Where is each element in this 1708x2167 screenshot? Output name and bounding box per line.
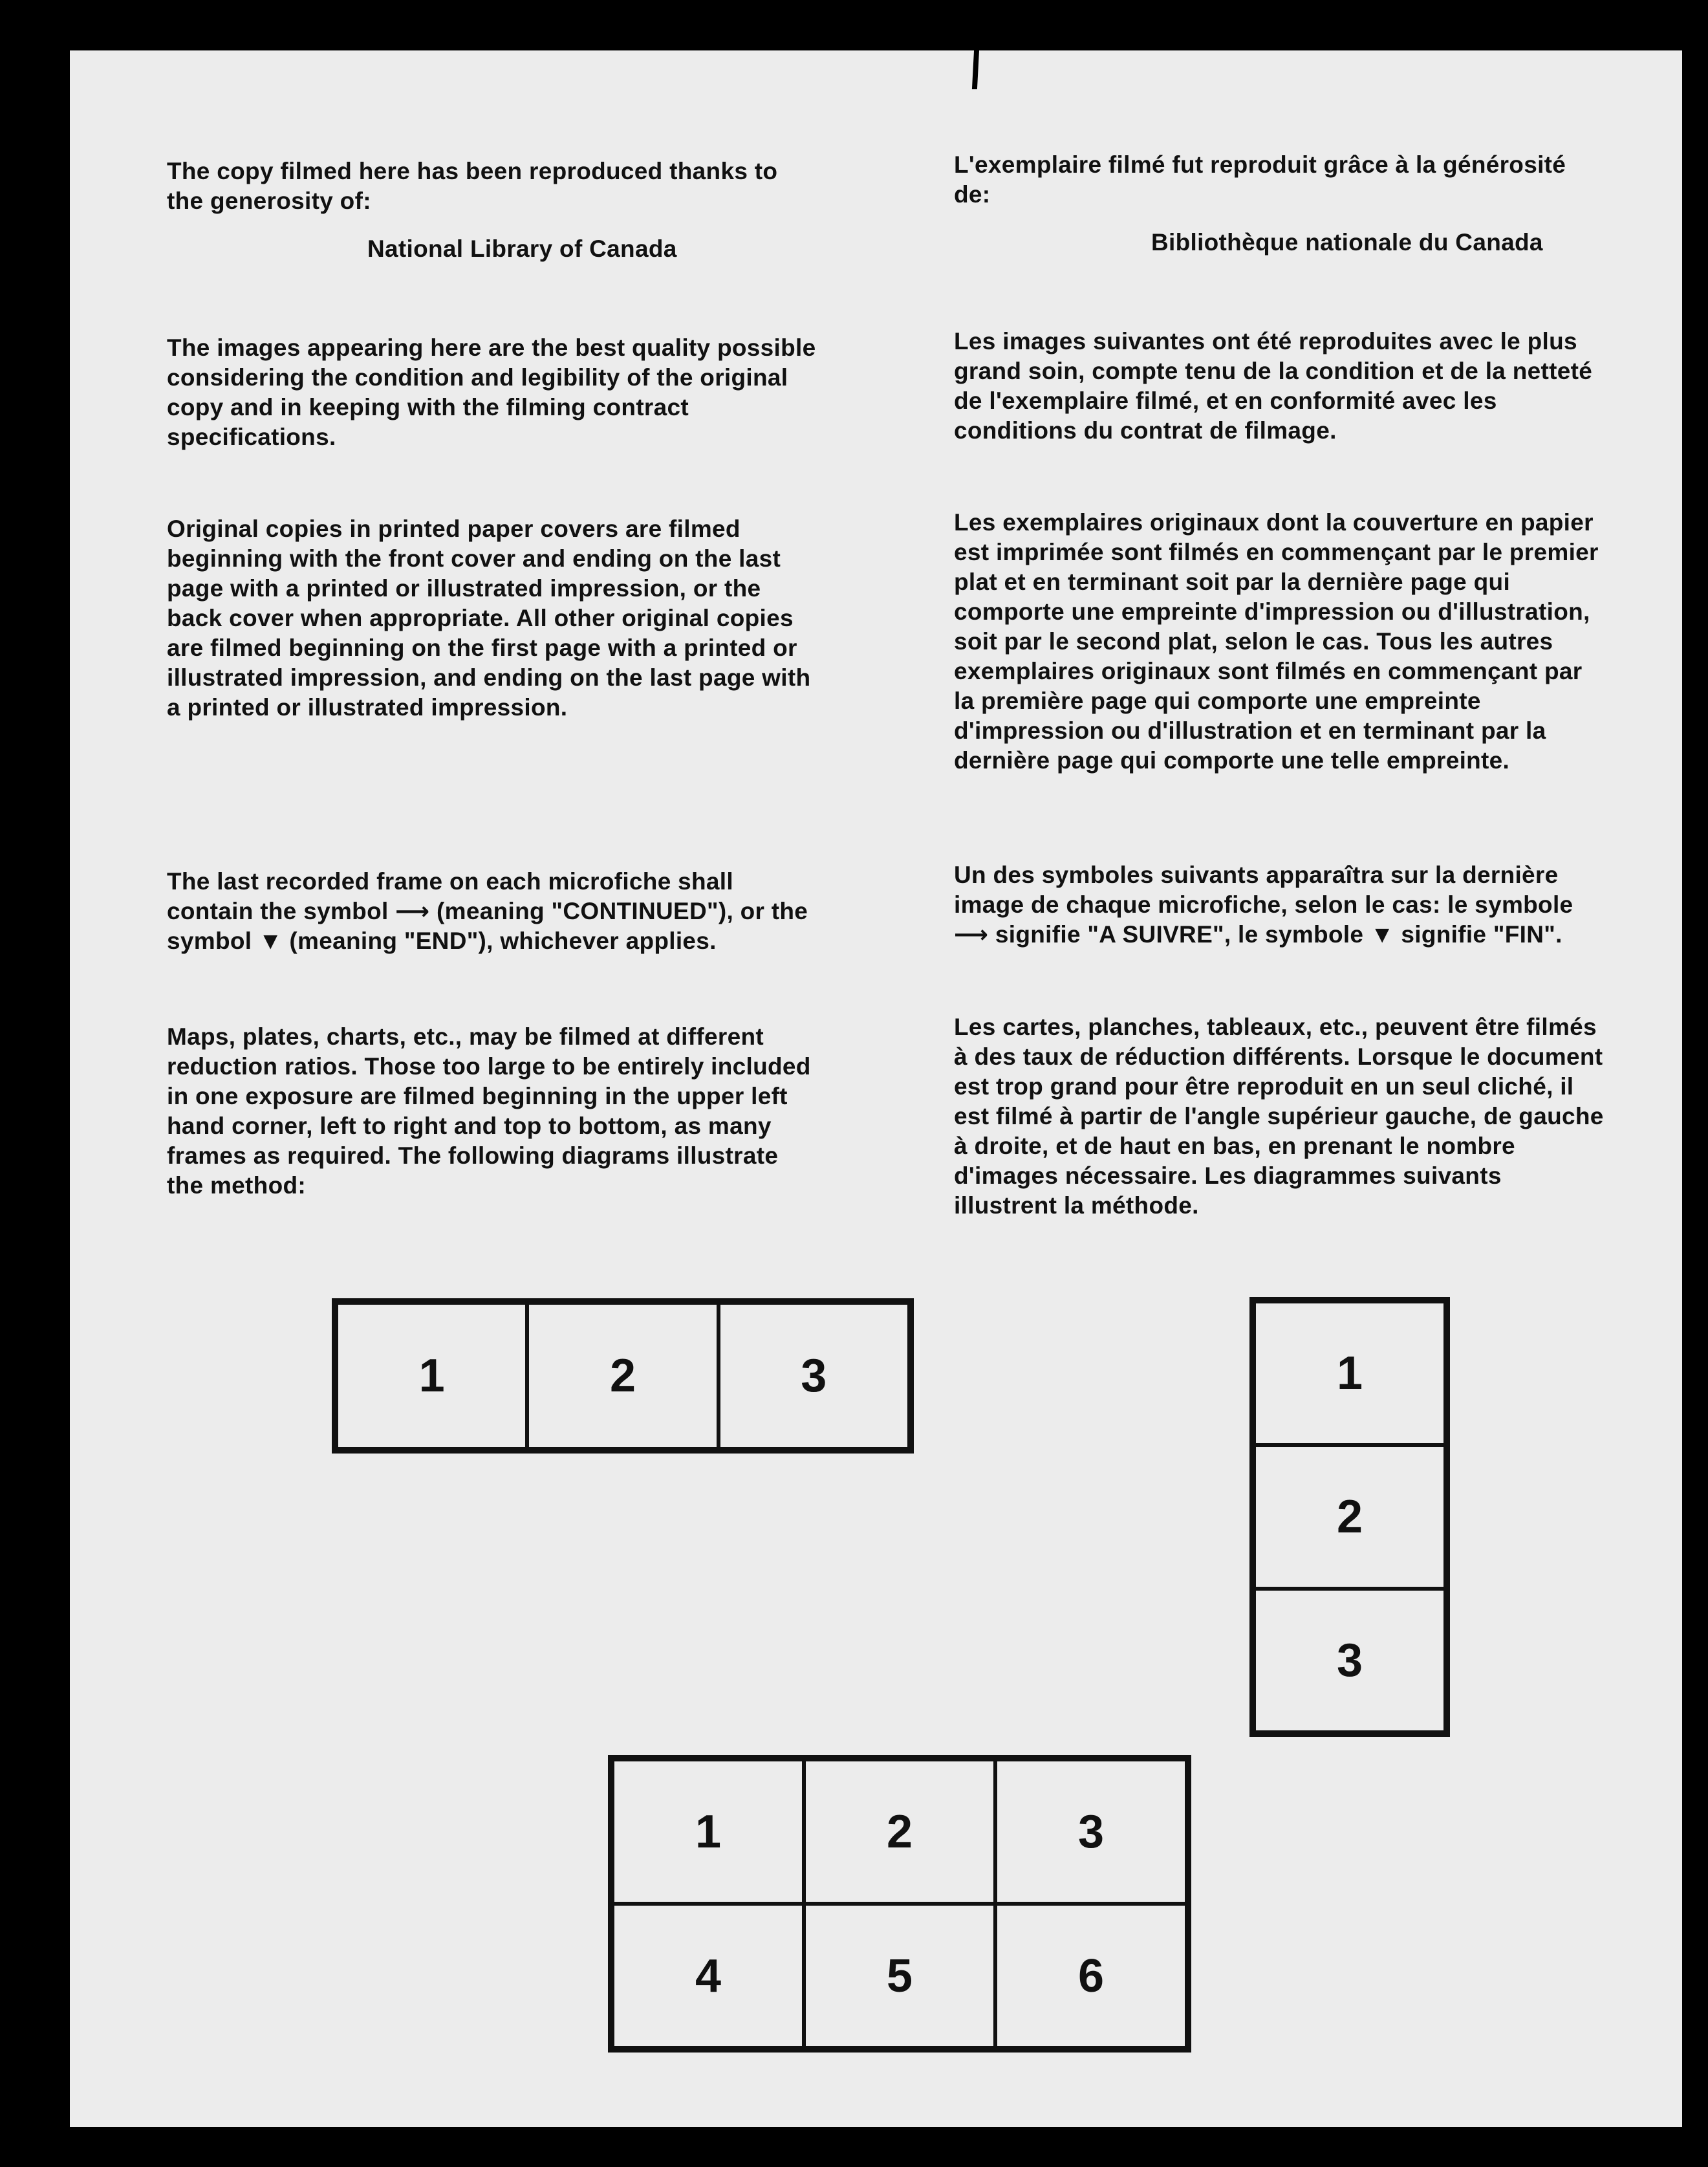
frame-cell: 3 [995,1759,1187,1904]
left-institution: National Library of Canada [367,235,677,262]
left-quality-paragraph: The images appearing here are the best quality possible considering the condition and legibility of the original copy and in keeping with the filming contract specifications. [167,334,816,450]
frame-cell: 2 [1254,1445,1445,1589]
right-thanks: L'exemplaire filmé fut reproduit grâce à la générosité de: [954,151,1566,208]
frame-cell: 3 [1254,1589,1445,1732]
right-institution: Bibliothèque nationale du Canada [1151,229,1543,256]
left-originals-paragraph: Original copies in printed paper covers are filmed beginning with the front cover and ending on the last page with a printed or illustrated impression, or the back cover when appropriate. All other original copies are filmed beginning on the first page with a printed or illustrated impression, and ending on the last page with a printed or illustrated impression. [167,516,811,721]
right-maps-paragraph: Les cartes, planches, tableaux, etc., peuvent être filmés à des taux de réduction différents. Lorsque le document est trop grand pour être reproduit en un seul cliché, il est filmé à partir de l'angle supérieur gauche, de gauche à droite, et de haut en bas, en prenant le nombre d'images nécessaire. Les diagrammes suivants illustrent la méthode. [954,1014,1604,1219]
frame-cell: 6 [995,1904,1187,2048]
frame-cell: 5 [804,1904,995,2048]
frame-cell: 1 [612,1759,804,1904]
right-quality-paragraph: Les images suivantes ont été reproduites avec le plus grand soin, compte tenu de la condition et de la netteté de l'exemplaire filmé, et en conformité avec les conditions du contrat de filmage. [954,328,1593,444]
frame-cell: 1 [1254,1301,1445,1445]
right-symbols-paragraph: Un des symboles suivants apparaîtra sur la dernière image de chaque microfiche, selon le cas: le symbole ⟶ signifie "A SUIVRE", le symbole ▼ signifie "FIN". [954,862,1573,948]
frame-cell: 2 [527,1303,718,1449]
vertical-frame-diagram [1249,1297,1450,1737]
frame-cell: 1 [336,1303,527,1449]
frame-cell: 2 [804,1759,995,1904]
right-originals-paragraph: Les exemplaires originaux dont la couverture en papier est imprimée sont filmés en commençant par le premier plat et en terminant soit par la dernière page qui comporte une empreinte d'impression ou d'illustration, soit par le second plat, selon le cas. Tous les autres exemplaires originaux sont filmés en commençant par la première page qui comporte une empreinte d'impression ou d'illustration et en terminant par la dernière page qui comporte une telle empreinte. [954,509,1599,774]
frame-cell: 4 [612,1904,804,2048]
left-thanks: The copy filmed here has been reproduced thanks to the generosity of: [167,158,778,214]
left-maps-paragraph: Maps, plates, charts, etc., may be filmed at different reduction ratios. Those too large to be entirely included in one exposure are filmed beginning in the upper left hand corner, left to right and top to bottom, as many frames as required. The following diagrams illustrate the method: [167,1023,811,1199]
horizontal-frame-diagram [332,1298,914,1454]
grid-frame-diagram [608,1755,1191,2053]
left-symbols-paragraph: The last recorded frame on each microfiche shall contain the symbol ⟶ (meaning "CONTINUED"), or the symbol ▼ (meaning "END"), whichever applies. [167,868,808,954]
frame-cell: 3 [719,1303,909,1449]
